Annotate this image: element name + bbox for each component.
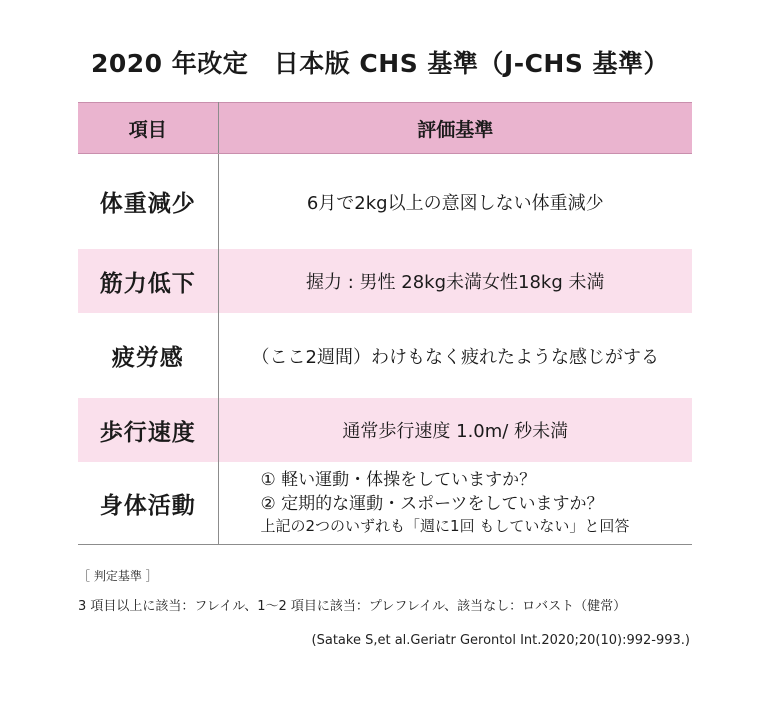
row-item-weight-loss: 体重減少: [78, 154, 218, 250]
activity-condition: 上記の2つのいずれも「週に1回 もしていない」と回答: [260, 517, 630, 536]
row-item-walking-speed: 歩行速度: [78, 398, 218, 462]
row-criteria-physical-activity: [218, 462, 692, 545]
table-row: [78, 249, 692, 313]
judgement-text: 3 項目以上に該当：フレイル、1〜2 項目に該当：プレフレイル、該当なし：ロバスト（健常）: [78, 599, 627, 614]
page-title: 2020 年改定 日本版 CHS 基準（J-CHS 基準）: [90, 49, 670, 78]
judgement-heading: ［ 判定基準 ］: [78, 569, 158, 583]
row-criteria-weight-loss: 6月で2kg以上の意図しない体重減少: [218, 154, 692, 250]
table-row: [78, 398, 692, 462]
row-item-muscle-weakness: 筋力低下: [78, 249, 218, 313]
header-criteria: 評価基準: [218, 103, 692, 154]
table-row: [78, 462, 692, 545]
citation: (Satake S,et al.Geriatr Gerontol Int.2020;20(10):992-993.): [311, 633, 690, 648]
row-item-fatigue: 疲労感: [78, 313, 218, 398]
row-item-physical-activity: 身体活動: [78, 462, 218, 545]
table-row: [78, 313, 692, 398]
criteria-table: [78, 102, 692, 545]
activity-question-1: ① 軽い運動・体操をしていますか？: [260, 470, 537, 491]
table-row: [78, 154, 692, 250]
header-item: 項目: [78, 103, 218, 154]
row-criteria-walking-speed: 通常歩行速度 1.0m/ 秒未満: [218, 398, 692, 462]
row-criteria-fatigue: （ここ2週間）わけもなく疲れたような感じがする: [218, 313, 692, 398]
activity-question-2: ② 定期的な運動・スポーツをしていますか？: [260, 493, 604, 514]
table-header-row: [78, 103, 692, 154]
row-criteria-muscle-weakness: 握力 : 男性 28kg未満女性18kg 未満: [218, 249, 692, 313]
